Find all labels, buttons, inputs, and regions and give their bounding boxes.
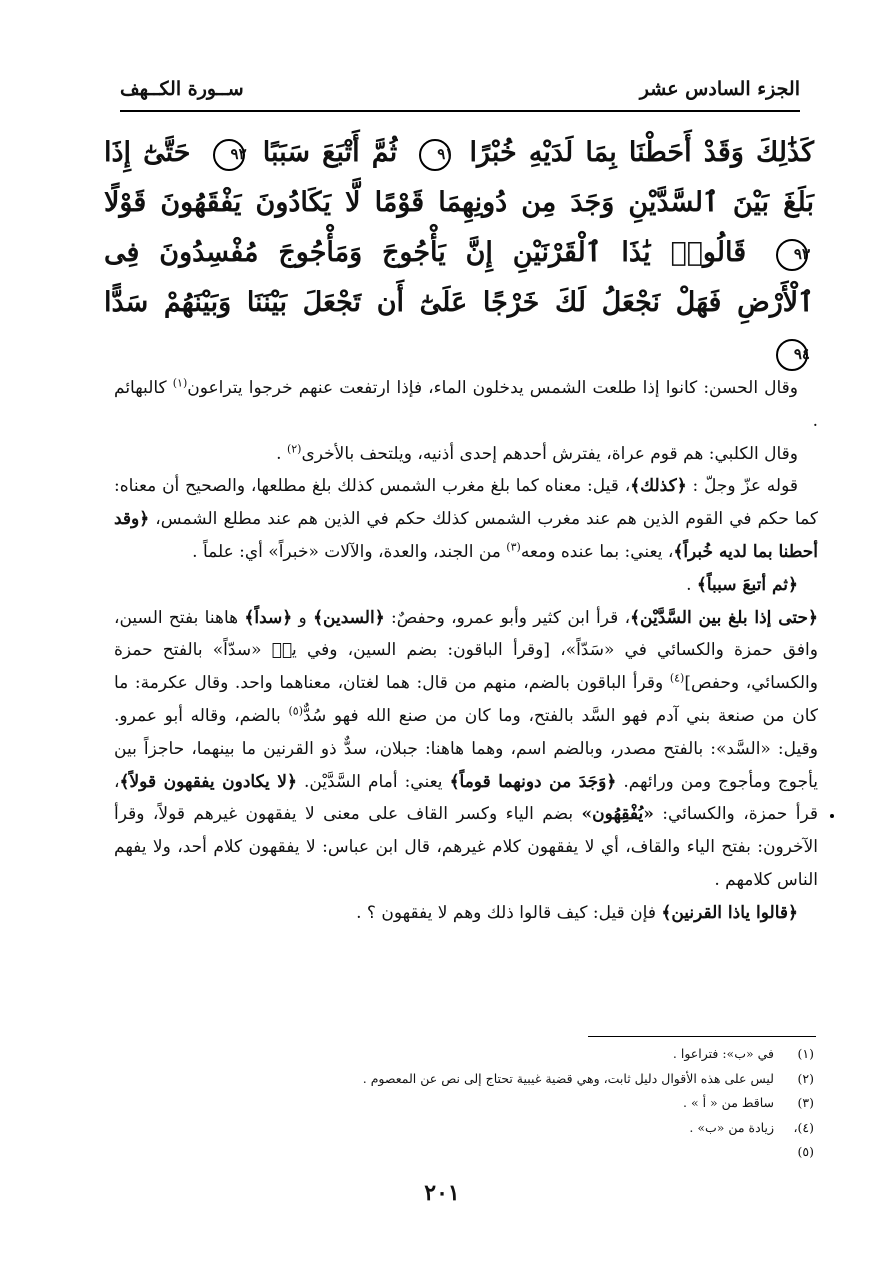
footnotes — [120, 1042, 814, 1165]
quote-wajada: ﴿وَجَدَ من دونهما قوماً﴾ — [449, 771, 617, 792]
quran-verses — [104, 128, 814, 378]
footnote-ref-1: (١) — [172, 376, 188, 390]
ayah-marker-92: ٩٢ — [207, 139, 247, 169]
verse-92: ثُمَّ أَتْبَعَ سَبَبًا — [262, 137, 398, 168]
footnote-ref-5: (٥) — [288, 704, 304, 718]
verse-93: حَتَّىٰٓ إِذَا بَلَغَ بَيْنَ ٱلسَّدَّيْنِ وَجَدَ مِن دُونِهِمَا قَوْمًا لَّا يَكَادُونَ يَفْقَهُونَ قَوْلًا — [104, 137, 814, 218]
quote-qalu: ﴿قالوا ياذا القرنين﴾ — [661, 902, 798, 923]
verse-94: قَالُوا۟ يَٰذَا ٱلْقَرْنَيْنِ إِنَّ يَأْجُوجَ وَمَأْجُوجَ مُفْسِدُونَ فِى ٱلْأَرْضِ فَهَلْ نَجْعَلُ لَكَ خَرْجًا عَلَىٰٓ أَن تَجْعَلَ بَيْنَنَا وَبَيْنَهُمْ سَدًّا — [104, 237, 814, 318]
footnote-2: (٢) ليس على هذه الأقوال دليل ثابت، وهي قضية غيبية تحتاج إلى نص عن المعصوم . — [362, 1070, 814, 1086]
ayah-marker-93: ٩٣ — [770, 239, 810, 269]
quote-yufqihun: «يُفْقِهُون» — [581, 804, 654, 825]
paragraph-qalu: ﴿قالوا ياذا القرنين﴾ فإن قيل: كيف قالوا ذلك وهم لا يفقهون ؟ . — [356, 902, 798, 923]
paragraph-atbaa: ﴿ثم أتبعَ سبباً﴾ . — [686, 574, 798, 595]
verse-91: كَذَٰلِكَ وَقَدْ أَحَطْنَا بِمَا لَدَيْهِ خُبْرًا — [469, 137, 814, 168]
quote-kadhalik: ﴿كذلك﴾ — [630, 476, 687, 497]
ayah-marker-94: ٩٤ — [770, 339, 810, 369]
footnote-ref-3: (٣) — [506, 540, 521, 554]
footnote-ref-2: (٢) — [286, 441, 302, 455]
quote-ahatna: ﴿وقد أحطنا بما لديه خُبراً﴾ — [114, 509, 818, 562]
footnote-1: (١) في «ب»: فتراعوا . — [672, 1046, 814, 1061]
running-header — [120, 72, 800, 106]
ayah-marker-91: ٩١ — [413, 139, 453, 169]
paragraph-saddayn: ﴿حتى إذا بلغ بين السَّدَّيْن﴾، قرأ ابن كثير وأبو عمرو، وحفصٌ: ﴿السدين﴾ و ﴿سداً﴾ هاهنا بفتح السين، وافق حمزة والكسائي في «سَدّاً»، [وقرأ الباقون: بضم السين، وفي يسۤ «سدّاً» بالفتح حمزة والكسائي، وحفص]$^{(٤)}$ وقرأ الباقون بالضم، منهم من قال: هما لغتان، معناهما واحد. وقال عكرمة: ما كان من صنعة بني آدم فهو السَّد بالفتح، وما كان من صنع الله فهو سُدٌّ$^{(٥)}$ بالضم، وقاله أبو عمرو. وقيل: «السَّد»: بالفتح مصدر، وبالضم اسم، وهما هاهنا: جبلان، سدٌّ ذو القرنين ما بينهما، حاجزاً بين يأجوج ومأجوج ومن ورائهم. ﴿وَجَدَ من دونهما قوماً﴾ يعني: أمام السَّدَّيْن. ﴿لا يكادون يفقهون قولاً﴾، قرأ حمزة، والكسائي: «يُفْقِهُون» بضم الياء وكسر القاف على معنى لا يفقهون غيرهم قولاً، وقرأ الآخرون: بفتح الياء والقاف، أي لا يفقهون كلام غيرهم، قال ابن عباس: لا يفقهون كلام أحد، ولا يفهم الناس كلامهم . — [114, 607, 819, 890]
quote-assaddayn: ﴿السدين﴾ — [313, 607, 385, 628]
margin-mark — [830, 814, 834, 818]
surah-title: ســورة الكــهف — [120, 78, 244, 100]
footnote-3: (٣) ساقط من « أ » . — [683, 1095, 814, 1110]
page-number: ٢٠١ — [424, 1180, 460, 1206]
paragraph-hasan: وقال الحسن: كانوا إذا طلعت الشمس يدخلون الماء، فإذا ارتفعت عنهم خرجوا يتراعون$^{(١)}$ كالبهائم . — [114, 376, 818, 431]
paragraph-kadhalik: قوله عزّ وجلّ : ﴿كذلك﴾، قيل: معناه كما بلغ مغرب الشمس كذلك بلغ مطلعها، والصحيح أن معناه: كما حكم في القوم الذين هم عند مغرب الشمس كذلك حكم في الذين هم عند مطلع الشمس، ﴿وقد أحطنا بما لديه خُبراً﴾، يعني: بما عنده ومعه$^{(٣)}$ من الجند، والعدة، والآلات «خبراً» أي: علماً . — [114, 476, 818, 562]
quote-atbaa: ﴿ثم أتبعَ سبباً﴾ — [696, 574, 798, 595]
footnote-ref-4: (٤) — [669, 671, 685, 685]
quote-yafqahun: ﴿لا يكادون يفقهون قولاً﴾ — [119, 771, 297, 792]
paragraph-kalbi: وقال الكلبي: هم قوم عراة، يفترش أحدهم إحدى أذنيه، ويلتحف بالأخرى$^{(٢)}$ . — [276, 441, 798, 464]
commentary-body — [114, 372, 818, 930]
quote-saddan: ﴿سداً﴾ — [244, 607, 293, 628]
part-title: الجزء السادس عشر — [639, 78, 800, 100]
quote-saddayn: ﴿حتى إذا بلغ بين السَّدَّيْن﴾ — [630, 607, 818, 628]
header-divider — [120, 110, 800, 112]
footnote-4-5: (٤)، (٥) زيادة من «ب» . — [689, 1119, 814, 1159]
footnote-divider — [588, 1036, 816, 1037]
